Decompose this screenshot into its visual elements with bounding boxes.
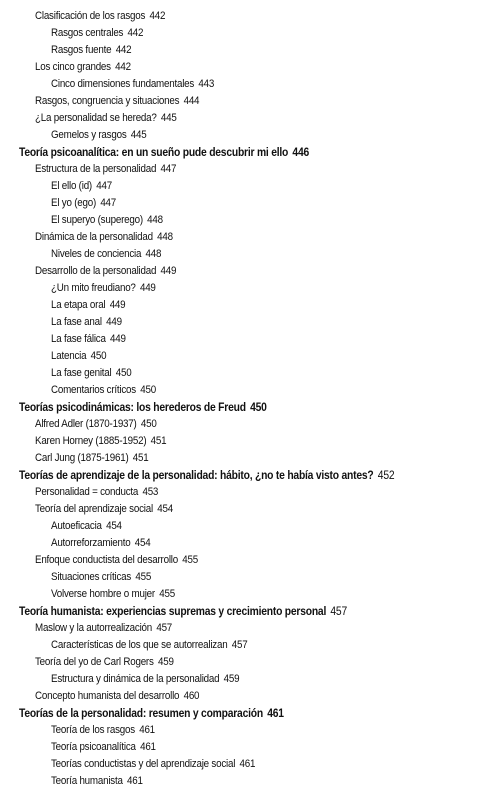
toc-page-number: 460 [183,690,200,702]
toc-page-number: 455 [135,571,152,583]
toc-page-number: 444 [183,95,200,107]
toc-entry [51,723,155,738]
toc-entry [35,485,158,500]
toc-entry [51,774,143,789]
toc-entry [51,213,163,228]
toc-entry [51,43,131,58]
toc-entry-title: Rasgos centrales [51,27,124,39]
toc-entry-title: Estructura de la personalidad [35,163,157,175]
toc-page-number: 450 [140,418,157,430]
toc-entry-title: Desarrollo de la personalidad [35,265,157,277]
toc-entry-title: Teoría del yo de Carl Rogers [35,656,154,668]
toc-section-heading [19,468,394,483]
toc-entry [51,366,132,381]
toc-entry-title: La fase anal [51,316,102,328]
toc-entry [51,298,125,313]
toc-entry-title: Volverse hombre o mujer [51,588,155,600]
toc-entry-title: Latencia [51,350,87,362]
toc-entry [51,740,156,755]
toc-entry [51,332,126,347]
toc-page-number: 452 [377,468,395,482]
toc-section-heading [19,400,267,415]
toc-page-number: 457 [231,639,248,651]
toc-entry-title: Niveles de conciencia [51,248,142,260]
toc-page-number: 455 [159,588,175,600]
toc-page-number: 448 [147,214,163,226]
toc-page-number: 445 [130,129,147,141]
toc-page-number: 461 [140,741,156,753]
toc-entry-title: Teorías de la personalidad: resumen y comparación [19,706,263,720]
toc-page-number: 450 [115,367,132,379]
toc-page-number: 451 [150,435,167,447]
toc-page-number: 446 [292,145,310,159]
toc-entry [35,111,177,126]
toc-entry-title: ¿La personalidad se hereda? [35,112,157,124]
toc-page-number: 461 [267,706,284,720]
toc-entry [35,9,165,24]
toc-page-number: 443 [198,78,215,90]
toc-entry [35,502,173,517]
toc-page-number: 449 [139,282,156,294]
toc-entry-title: Dinámica de la personalidad [35,231,153,243]
toc-entry [35,230,173,245]
toc-entry [51,383,156,398]
toc-entry [51,349,106,364]
toc-entry [35,162,176,177]
toc-page-number: 450 [90,350,107,362]
toc-entry-title: Gemelos y rasgos [51,129,127,141]
toc-entry-title: Teorías conductistas y del aprendizaje social [51,758,236,770]
toc-page-number: 447 [100,197,117,209]
toc-page-number: 457 [156,622,173,634]
toc-entry-title: Teoría del aprendizaje social [35,503,153,515]
toc-entry [35,689,199,704]
toc-entry [51,519,122,534]
toc-page-number: 449 [106,316,122,328]
toc-entry [51,281,156,296]
toc-page-number: 450 [140,384,156,396]
toc-entry [35,434,166,449]
toc-entry [35,417,157,432]
toc-section-heading [19,145,309,160]
toc-entry-title: Karen Horney (1885-1952) [35,435,147,447]
toc-entry [51,638,247,653]
toc-entry [51,247,161,262]
toc-page-number: 445 [160,112,177,124]
toc-entry [51,570,151,585]
toc-entry-title: Carl Jung (1875-1961) [35,452,129,464]
toc-entry-title: Enfoque conductista del desarrollo [35,554,179,566]
toc-entry-title: El ello (id) [51,180,92,192]
toc-entry-title: Teoría de los rasgos [51,724,135,736]
toc-entry [35,451,149,466]
toc-entry [35,94,199,109]
toc-entry [35,60,131,75]
toc-entry-title: Características de los que se autorrealizan [51,639,228,651]
toc-entry [35,264,176,279]
toc-entry [51,672,239,687]
toc-page-number: 448 [145,248,162,260]
toc-entry-title: Maslow y la autorrealización [35,622,153,634]
toc-entry [35,655,174,670]
toc-page-number: 454 [134,537,151,549]
toc-page-number: 449 [110,333,126,345]
toc-page-number: 447 [160,163,177,175]
toc-entry-title: Estructura y dinámica de la personalidad [51,673,220,685]
toc-entry-title: Los cinco grandes [35,61,111,73]
toc-entry [51,26,143,41]
toc-page-number: 442 [127,27,144,39]
toc-entry-title: Concepto humanista del desarrollo [35,690,180,702]
toc-entry-title: Teoría humanista: experiencias supremas y crecimiento personal [19,604,327,618]
toc-page-number: 453 [142,486,159,498]
toc-page-number: 459 [157,656,174,668]
toc-section-heading [19,604,347,619]
toc-entry-title: El yo (ego) [51,197,97,209]
toc-entry-title: La fase genital [51,367,112,379]
toc-entry-title: Teoría psicoanalítica [51,741,136,753]
toc-page-number: 447 [96,180,112,192]
toc-entry-title: Teorías psicodinámicas: los herederos de Freud [19,400,246,414]
toc-entry-title: Rasgos, congruencia y situaciones [35,95,180,107]
toc-entry [51,757,255,772]
toc-page-number: 442 [149,10,166,22]
toc-section-heading [19,706,284,721]
toc-entry [51,77,214,92]
toc-page-number: 449 [160,265,177,277]
toc-entry [35,621,172,636]
toc-page-number: 459 [223,673,240,685]
toc-entry-title: La etapa oral [51,299,106,311]
toc-page-number: 442 [115,61,131,73]
toc-page-number: 449 [109,299,126,311]
toc-entry-title: El superyo (superego) [51,214,143,226]
toc-page-number: 448 [157,231,173,243]
toc-entry-title: Cinco dimensiones fundamentales [51,78,195,90]
toc-entry-title: Situaciones críticas [51,571,132,583]
toc-entry-title: La fase fálica [51,333,106,345]
toc-entry-title: Autorreforzamiento [51,537,131,549]
toc-entry [35,553,198,568]
toc-page-number: 454 [157,503,173,515]
toc-page-number: 451 [132,452,149,464]
toc-page-number: 461 [139,724,155,736]
toc-entry [51,536,150,551]
toc-page-number: 461 [127,775,143,787]
toc-entry-title: Comentarios críticos [51,384,136,396]
toc-page-number: 454 [106,520,122,532]
toc-page-number: 450 [250,400,267,414]
toc-page-number: 461 [239,758,256,770]
toc-page-number: 455 [182,554,199,566]
toc-entry-title: Personalidad = conducta [35,486,139,498]
toc-entry [51,128,147,143]
toc-entry-title: Clasificación de los rasgos [35,10,146,22]
toc-entry-title: Autoeficacia [51,520,102,532]
toc-page-number: 457 [330,604,347,618]
toc-entry [51,315,122,330]
toc-entry [51,196,116,211]
toc-entry-title: Rasgos fuente [51,44,112,56]
toc-entry-title: Teoría humanista [51,775,123,787]
toc-entry [51,179,112,194]
toc-entry-title: Alfred Adler (1870-1937) [35,418,137,430]
toc-entry-title: Teoría psicoanalítica: en un sueño pude descubrir mi ello [19,145,289,159]
toc-entry-title: ¿Un mito freudiano? [51,282,136,294]
toc-entry [51,587,175,602]
toc-page-number: 442 [115,44,132,56]
toc-entry-title: Teorías de aprendizaje de la personalidad: hábito, ¿no te había visto antes? [19,468,374,482]
